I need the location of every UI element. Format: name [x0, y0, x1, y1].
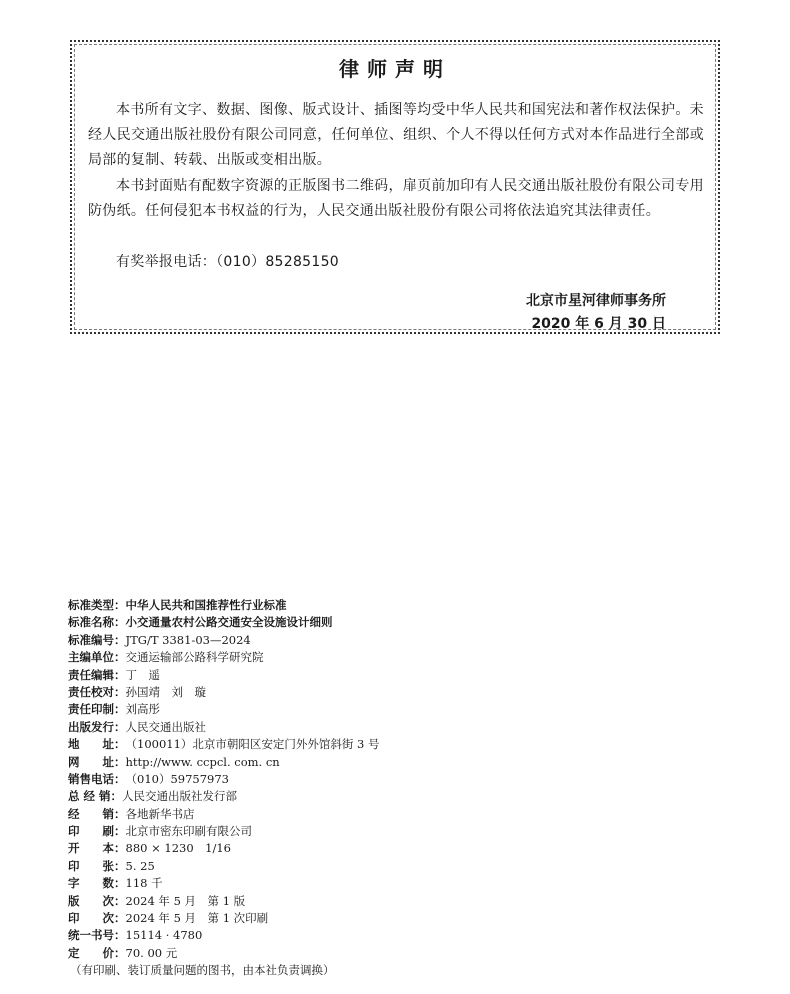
- info-label: 销售电话：: [68, 771, 126, 786]
- info-row-sheets: [68, 858, 668, 875]
- info-value: 小交通量农村公路交通安全设施设计细则: [125, 615, 333, 630]
- info-value: 北京市密东印刷有限公司: [125, 824, 252, 839]
- info-label: 经 销：: [68, 806, 126, 821]
- notice-title: 律师声明: [339, 57, 451, 81]
- info-label: 责任印制：: [68, 702, 126, 717]
- info-label: 字 数：: [68, 876, 126, 891]
- quality-note: （有印刷、装订质量问题的图书，由本社负责调换）: [70, 963, 335, 978]
- info-value: 70. 00 元: [125, 945, 178, 960]
- copyright-paragraph: 本书所有文字、数据、图像、版式设计、插图等均受中华人民共和国宪法和著作权法保护。未经人民交通出版社股份有限公司同意，任何单位、组织、个人不得以任何方式对本作品进行全部或局部的复制、转载、出版或变相出版。: [88, 102, 704, 168]
- info-label: 总 经 销：: [68, 789, 123, 804]
- info-label: 责任校对：: [68, 684, 126, 699]
- info-value: 中华人民共和国推荐性行业标准: [125, 598, 287, 612]
- info-row-chief-editor-unit: [68, 649, 668, 666]
- info-row-standard-type: [68, 597, 668, 614]
- info-row-price: [68, 945, 668, 962]
- info-label: 开 本：: [68, 841, 126, 856]
- info-value: http://www. ccpcl. com. cn: [125, 754, 280, 769]
- info-value: 118 千: [125, 876, 163, 891]
- info-row-website: [68, 754, 668, 771]
- publication-info: [68, 597, 668, 980]
- info-row-editor: [68, 667, 668, 684]
- info-value: 人民交通出版社发行部: [122, 789, 238, 804]
- info-label: 印 刷：: [68, 824, 126, 839]
- info-label: 版 次：: [68, 893, 126, 908]
- info-label: 定 价：: [68, 945, 126, 960]
- info-label: 地 址：: [68, 737, 126, 752]
- info-label: 印 张：: [68, 858, 126, 873]
- info-label: 标准名称：: [68, 615, 126, 630]
- info-row-impression: [68, 910, 668, 927]
- info-value: （100011）北京市朝阳区安定门外外馆斜街 3 号: [125, 737, 380, 752]
- info-row-print-supervisor: [68, 701, 668, 718]
- info-value: 人民交通出版社: [125, 719, 206, 734]
- info-value: 2024 年 5 月 第 1 次印刷: [125, 911, 269, 926]
- info-value: 2024 年 5 月 第 1 版: [125, 893, 246, 908]
- info-label: 出版发行：: [68, 719, 126, 734]
- info-row-address: [68, 736, 668, 753]
- info-row-proofreader: [68, 684, 668, 701]
- info-row-printer: [68, 823, 668, 840]
- info-value: 880 × 1230 1/16: [125, 841, 231, 856]
- info-label: 印 次：: [68, 911, 126, 926]
- info-value: 15114 · 4780: [125, 928, 203, 943]
- info-row-distributor: [68, 806, 668, 823]
- info-row-publisher: [68, 719, 668, 736]
- info-value: JTG/T 3381-03—2024: [125, 632, 251, 647]
- law-firm-name: 北京市星河律师事务所: [526, 293, 666, 309]
- info-label: 责任编辑：: [68, 667, 126, 682]
- info-value: 刘高彤: [125, 702, 160, 717]
- info-label: 主编单位：: [68, 650, 126, 665]
- info-value: 孙国靖 刘 璇: [125, 684, 206, 699]
- lawyer-statement-box: [70, 40, 720, 334]
- info-row-standard-number: [68, 632, 668, 649]
- statement-date: 2020 年 6 月 30 日: [531, 316, 666, 332]
- info-row-edition: [68, 893, 668, 910]
- info-label: 统一书号：: [68, 928, 126, 943]
- info-label: 网 址：: [68, 754, 126, 769]
- info-row-general-distributor: [68, 788, 668, 805]
- report-hotline: 有奖举报电话：（010）85285150: [116, 254, 339, 270]
- info-value: 交通运输部公路科学研究院: [125, 650, 264, 665]
- info-row-standard-name: [68, 614, 668, 631]
- info-value: 丁 遥: [125, 667, 160, 682]
- info-value: 各地新华书店: [125, 806, 195, 821]
- anti-counterfeit-paragraph: 本书封面贴有配数字资源的正版图书二维码，扉页前加印有人民交通出版社股份有限公司专用防伪纸。任何侵犯本书权益的行为，人民交通出版社股份有限公司将依法追究其法律责任。: [88, 178, 704, 219]
- info-value: 5. 25: [125, 858, 155, 873]
- info-row-format: [68, 840, 668, 857]
- info-row-word-count: [68, 875, 668, 892]
- info-label: 标准编号：: [68, 632, 126, 647]
- info-label: 标准类型：: [68, 598, 126, 612]
- info-row-sales-phone: [68, 771, 668, 788]
- info-row-book-number: [68, 927, 668, 944]
- info-value: （010）59757973: [125, 771, 229, 786]
